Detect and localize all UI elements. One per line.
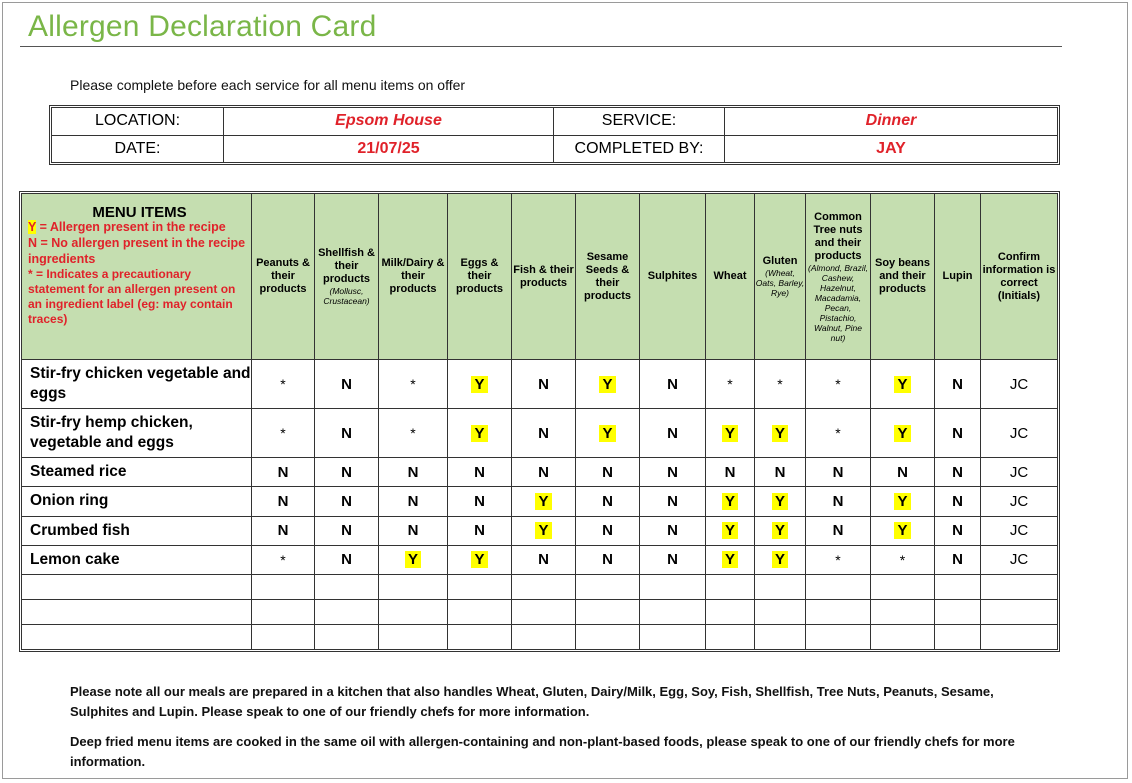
table-row xyxy=(22,360,1058,409)
location-label: LOCATION: xyxy=(52,108,224,136)
allergen-cell[interactable] xyxy=(935,458,981,487)
allergen-cell[interactable] xyxy=(315,516,379,545)
allergen-mark: * xyxy=(835,376,841,393)
allergen-mark: Y xyxy=(471,425,487,442)
empty-cell[interactable] xyxy=(755,599,806,624)
allergen-cell[interactable] xyxy=(706,545,755,574)
allergen-cell[interactable] xyxy=(640,487,706,516)
empty-row xyxy=(22,624,1058,649)
notes xyxy=(70,682,1050,782)
allergen-mark: * xyxy=(777,376,783,393)
allergen-mark: * xyxy=(280,425,286,442)
allergen-mark: N xyxy=(538,463,549,481)
allergen-mark: N xyxy=(407,463,419,481)
service-info-table xyxy=(51,107,1058,163)
allergen-mark: Y xyxy=(772,425,788,442)
allergen-mark: N xyxy=(832,463,844,481)
grid-body xyxy=(22,360,1058,650)
col-header: Shellfish & their products (Mollusc, Crustacean) xyxy=(315,194,379,360)
initials-cell[interactable]: JC xyxy=(981,458,1058,487)
allergen-cell[interactable] xyxy=(448,516,512,545)
allergen-mark: Y xyxy=(894,493,910,510)
empty-cell[interactable] xyxy=(755,624,806,649)
allergen-mark: Y xyxy=(894,522,910,539)
allergen-mark: Y xyxy=(599,425,615,442)
allergen-mark: N xyxy=(952,551,963,569)
allergen-cell[interactable] xyxy=(640,458,706,487)
empty-cell[interactable] xyxy=(806,574,871,599)
allergen-cell[interactable] xyxy=(315,487,379,516)
col-header: Gluten (Wheat, Oats, Barley, Rye) xyxy=(755,194,806,360)
allergen-mark: N xyxy=(474,522,485,540)
initials-cell[interactable]: JC xyxy=(981,409,1058,458)
allergen-cell[interactable] xyxy=(706,458,755,487)
menu-item-name: Crumbed fish xyxy=(22,516,252,545)
legend-y-letter: Y xyxy=(28,220,37,234)
empty-cell[interactable] xyxy=(706,574,755,599)
allergen-cell[interactable] xyxy=(935,516,981,545)
allergen-mark: Y xyxy=(535,493,551,510)
allergen-cell[interactable] xyxy=(576,487,640,516)
allergen-mark: Y xyxy=(471,376,487,393)
allergen-mark: Y xyxy=(722,425,738,442)
allergen-mark: N xyxy=(538,375,549,393)
allergen-cell[interactable] xyxy=(640,516,706,545)
allergen-mark: * xyxy=(280,551,286,568)
allergen-cell[interactable] xyxy=(315,409,379,458)
allergen-mark: N xyxy=(341,492,352,510)
col-header: Milk/Dairy & their products xyxy=(379,194,448,360)
allergen-cell[interactable] xyxy=(806,545,871,574)
allergen-mark: N xyxy=(341,424,352,442)
empty-cell[interactable] xyxy=(755,574,806,599)
allergen-cell[interactable] xyxy=(806,487,871,516)
allergen-table xyxy=(21,193,1058,650)
empty-cell[interactable] xyxy=(252,574,315,599)
allergen-cell[interactable] xyxy=(806,409,871,458)
allergen-mark: N xyxy=(774,463,786,481)
allergen-mark: N xyxy=(952,463,963,481)
allergen-cell[interactable] xyxy=(576,516,640,545)
allergen-cell[interactable] xyxy=(252,458,315,487)
empty-cell[interactable] xyxy=(576,599,640,624)
allergen-mark: N xyxy=(602,551,613,569)
col-header: Sesame Seeds & their products xyxy=(576,194,640,360)
allergen-mark: N xyxy=(602,463,613,481)
page-title: Allergen Declaration Card xyxy=(28,10,377,43)
empty-cell[interactable] xyxy=(512,599,576,624)
completed-by-value[interactable]: JAY xyxy=(725,135,1058,163)
col-header: Fish & their products xyxy=(512,194,576,360)
allergen-mark: N xyxy=(952,375,963,393)
empty-cell[interactable] xyxy=(252,624,315,649)
col-header: Confirm information is correct (Initials) xyxy=(981,194,1058,360)
allergen-mark: N xyxy=(341,551,352,569)
allergen-cell[interactable] xyxy=(379,487,448,516)
menu-item-name: Stir-fry hemp chicken, vegetable and eggs xyxy=(22,409,252,458)
allergen-cell[interactable] xyxy=(448,360,512,409)
empty-cell[interactable] xyxy=(806,624,871,649)
allergen-mark: Y xyxy=(772,493,788,510)
allergen-cell[interactable] xyxy=(871,360,935,409)
allergen-cell[interactable] xyxy=(448,545,512,574)
table-row xyxy=(22,409,1058,458)
allergen-mark: N xyxy=(724,463,736,481)
legend-star: * = Indicates a precautionary statement for an allergen present on an ingredient label (eg: may contain traces) xyxy=(28,267,236,326)
empty-cell[interactable] xyxy=(22,574,252,599)
allergen-cell[interactable] xyxy=(806,458,871,487)
empty-cell[interactable] xyxy=(448,624,512,649)
allergen-mark: Y xyxy=(405,551,421,568)
empty-cell[interactable] xyxy=(871,624,935,649)
allergen-mark: N xyxy=(407,522,419,540)
allergen-cell[interactable] xyxy=(806,516,871,545)
allergen-mark: * xyxy=(410,425,416,442)
allergen-cell[interactable] xyxy=(448,409,512,458)
empty-row xyxy=(22,599,1058,624)
allergen-mark: N xyxy=(277,463,289,481)
allergen-mark: Y xyxy=(722,522,738,539)
empty-cell[interactable] xyxy=(981,574,1058,599)
allergen-mark: Y xyxy=(535,522,551,539)
legend-y xyxy=(28,219,247,235)
allergen-mark: Y xyxy=(894,425,910,442)
allergen-cell[interactable] xyxy=(706,487,755,516)
initials-cell[interactable]: JC xyxy=(981,545,1058,574)
empty-cell[interactable] xyxy=(806,599,871,624)
allergen-cell[interactable] xyxy=(315,545,379,574)
col-header: Peanuts & their products xyxy=(252,194,315,360)
allergen-mark: Y xyxy=(894,376,910,393)
allergen-mark: * xyxy=(280,376,286,393)
col-header: Sulphites xyxy=(640,194,706,360)
legend-cell xyxy=(22,194,252,360)
allergen-mark: N xyxy=(538,551,549,569)
empty-cell[interactable] xyxy=(640,624,706,649)
empty-cell[interactable] xyxy=(935,574,981,599)
empty-cell[interactable] xyxy=(640,599,706,624)
allergen-cell[interactable] xyxy=(379,458,448,487)
empty-cell[interactable] xyxy=(706,599,755,624)
title-divider xyxy=(20,46,1062,47)
allergen-mark: N xyxy=(667,463,678,481)
allergen-mark: N xyxy=(341,463,352,481)
date-value[interactable]: 21/07/25 xyxy=(224,135,554,163)
empty-cell[interactable] xyxy=(315,624,379,649)
allergen-cell[interactable] xyxy=(512,360,576,409)
empty-cell[interactable] xyxy=(981,624,1058,649)
allergen-cell[interactable] xyxy=(448,487,512,516)
empty-cell[interactable] xyxy=(871,599,935,624)
table-row xyxy=(22,516,1058,545)
allergen-cell[interactable] xyxy=(806,360,871,409)
col-header: Eggs & their products xyxy=(448,194,512,360)
allergen-cell[interactable] xyxy=(871,516,935,545)
allergen-mark: * xyxy=(410,376,416,393)
menu-item-name: Onion ring xyxy=(22,487,252,516)
allergen-cell[interactable] xyxy=(252,487,315,516)
empty-cell[interactable] xyxy=(871,574,935,599)
allergen-cell[interactable] xyxy=(755,360,806,409)
allergen-cell[interactable] xyxy=(448,458,512,487)
allergen-mark: N xyxy=(952,522,963,540)
allergen-mark: N xyxy=(277,492,289,510)
allergen-cell[interactable] xyxy=(379,545,448,574)
table-row xyxy=(22,545,1058,574)
empty-cell[interactable] xyxy=(379,574,448,599)
allergen-cell[interactable] xyxy=(755,545,806,574)
allergen-cell[interactable] xyxy=(315,458,379,487)
empty-row xyxy=(22,574,1058,599)
allergen-mark: * xyxy=(835,551,841,568)
empty-cell[interactable] xyxy=(448,599,512,624)
empty-cell[interactable] xyxy=(576,624,640,649)
allergen-mark: N xyxy=(667,551,678,569)
completed-by-label: COMPLETED BY: xyxy=(554,135,725,163)
allergen-mark: N xyxy=(952,492,963,510)
allergen-mark: N xyxy=(667,492,678,510)
allergen-mark: * xyxy=(835,425,841,442)
allergen-mark: N xyxy=(538,424,549,442)
empty-cell[interactable] xyxy=(706,624,755,649)
allergen-mark: N xyxy=(341,522,352,540)
allergen-mark: N xyxy=(277,522,289,540)
allergen-mark: N xyxy=(832,492,844,510)
allergen-cell[interactable] xyxy=(935,545,981,574)
col-header: Common Tree nuts and their products (Almond, Brazil, Cashew, Hazelnut, Macadamia, Pecan, Pistachio, Walnut, Pine nut) xyxy=(806,194,871,360)
allergen-cell[interactable] xyxy=(706,409,755,458)
allergen-cell[interactable] xyxy=(576,458,640,487)
allergen-mark: Y xyxy=(599,376,615,393)
header-row xyxy=(22,194,1058,360)
legend-n: N = No allergen present in the recipe ingredients xyxy=(28,236,246,266)
allergen-cell[interactable] xyxy=(935,409,981,458)
fryer-note: Deep fried menu items are cooked in the same oil with allergen-containing and non-plant-based foods, please speak to one of our friendly chefs for more information. xyxy=(70,734,1015,769)
service-label: SERVICE: xyxy=(554,108,725,136)
empty-cell[interactable] xyxy=(252,599,315,624)
allergen-cell[interactable] xyxy=(576,545,640,574)
allergen-mark: * xyxy=(727,376,733,393)
allergen-mark: Y xyxy=(722,551,738,568)
allergen-cell[interactable] xyxy=(252,409,315,458)
service-info-box xyxy=(49,105,1060,165)
empty-cell[interactable] xyxy=(935,624,981,649)
allergen-cell[interactable] xyxy=(512,545,576,574)
allergen-cell[interactable] xyxy=(379,516,448,545)
service-value[interactable]: Dinner xyxy=(725,108,1058,136)
allergen-cell[interactable] xyxy=(379,409,448,458)
allergen-cell[interactable] xyxy=(755,516,806,545)
allergen-cell[interactable] xyxy=(755,409,806,458)
allergen-cell[interactable] xyxy=(640,409,706,458)
allergen-mark: N xyxy=(474,492,485,510)
col-header: Wheat xyxy=(706,194,755,360)
allergen-cell[interactable] xyxy=(871,409,935,458)
date-label: DATE: xyxy=(52,135,224,163)
allergen-cell[interactable] xyxy=(935,487,981,516)
allergen-mark: Y xyxy=(471,551,487,568)
menu-item-name: Steamed rice xyxy=(22,458,252,487)
allergen-cell[interactable] xyxy=(576,409,640,458)
allergen-grid xyxy=(19,191,1060,652)
allergen-cell[interactable] xyxy=(512,409,576,458)
allergen-mark: N xyxy=(667,375,678,393)
initials-cell[interactable]: JC xyxy=(981,487,1058,516)
empty-cell[interactable] xyxy=(935,599,981,624)
allergen-cell[interactable] xyxy=(706,360,755,409)
allergen-mark: Y xyxy=(772,522,788,539)
allergen-cell[interactable] xyxy=(640,545,706,574)
empty-cell[interactable] xyxy=(22,624,252,649)
empty-cell[interactable] xyxy=(512,624,576,649)
col-header: Lupin xyxy=(935,194,981,360)
allergen-cell[interactable] xyxy=(706,516,755,545)
kitchen-note: Please note all our meals are prepared in a kitchen that also handles Wheat, Gluten, Dairy/Milk, Egg, Soy, Fish, Shellfish, Tree Nuts, Peanuts, Sesame, Sulphites and Lupin. Please speak to one of our friendly chefs for more information. xyxy=(70,684,994,719)
allergen-mark: N xyxy=(602,492,613,510)
empty-cell[interactable] xyxy=(981,599,1058,624)
allergen-cell[interactable] xyxy=(512,487,576,516)
allergen-cell[interactable] xyxy=(871,545,935,574)
location-value[interactable]: Epsom House xyxy=(224,108,554,136)
allergen-mark: * xyxy=(899,551,906,568)
allergen-cell[interactable] xyxy=(640,360,706,409)
initials-cell[interactable]: JC xyxy=(981,360,1058,409)
allergen-cell[interactable] xyxy=(512,458,576,487)
allergen-mark: N xyxy=(341,375,352,393)
allergen-cell[interactable] xyxy=(935,360,981,409)
allergen-mark: N xyxy=(897,463,908,481)
allergen-mark: N xyxy=(832,522,844,540)
allergen-mark: N xyxy=(952,424,963,442)
menu-item-name: Stir-fry chicken vegetable and eggs xyxy=(22,360,252,409)
table-row xyxy=(22,458,1058,487)
allergen-cell[interactable] xyxy=(755,487,806,516)
allergen-cell[interactable] xyxy=(315,360,379,409)
allergen-mark: N xyxy=(667,424,678,442)
empty-cell[interactable] xyxy=(576,574,640,599)
allergen-mark: N xyxy=(602,522,613,540)
empty-cell[interactable] xyxy=(315,599,379,624)
empty-cell[interactable] xyxy=(448,574,512,599)
allergen-mark: N xyxy=(407,492,419,510)
empty-cell[interactable] xyxy=(22,599,252,624)
allergen-cell[interactable] xyxy=(379,360,448,409)
allergen-mark: N xyxy=(474,463,485,481)
legend-y-text: = Allergen present in the recipe xyxy=(36,220,226,234)
empty-cell[interactable] xyxy=(315,574,379,599)
allergen-cell[interactable] xyxy=(755,458,806,487)
empty-cell[interactable] xyxy=(640,574,706,599)
instruction-text: Please complete before each service for all menu items on offer xyxy=(70,77,466,93)
initials-cell[interactable]: JC xyxy=(981,516,1058,545)
legend-title: MENU ITEMS xyxy=(92,204,187,221)
empty-cell[interactable] xyxy=(379,624,448,649)
allergen-cell[interactable] xyxy=(512,516,576,545)
allergen-cell[interactable] xyxy=(871,487,935,516)
allergen-cell[interactable] xyxy=(252,360,315,409)
allergen-mark: Y xyxy=(772,551,788,568)
allergen-mark: Y xyxy=(722,493,738,510)
allergen-cell[interactable] xyxy=(576,360,640,409)
table-row xyxy=(22,487,1058,516)
allergen-cell[interactable] xyxy=(252,516,315,545)
allergen-cell[interactable] xyxy=(252,545,315,574)
col-header: Soy beans and their products xyxy=(871,194,935,360)
empty-cell[interactable] xyxy=(512,574,576,599)
allergen-mark: N xyxy=(667,522,678,540)
allergen-cell[interactable] xyxy=(871,458,935,487)
menu-item-name: Lemon cake xyxy=(22,545,252,574)
empty-cell[interactable] xyxy=(379,599,448,624)
